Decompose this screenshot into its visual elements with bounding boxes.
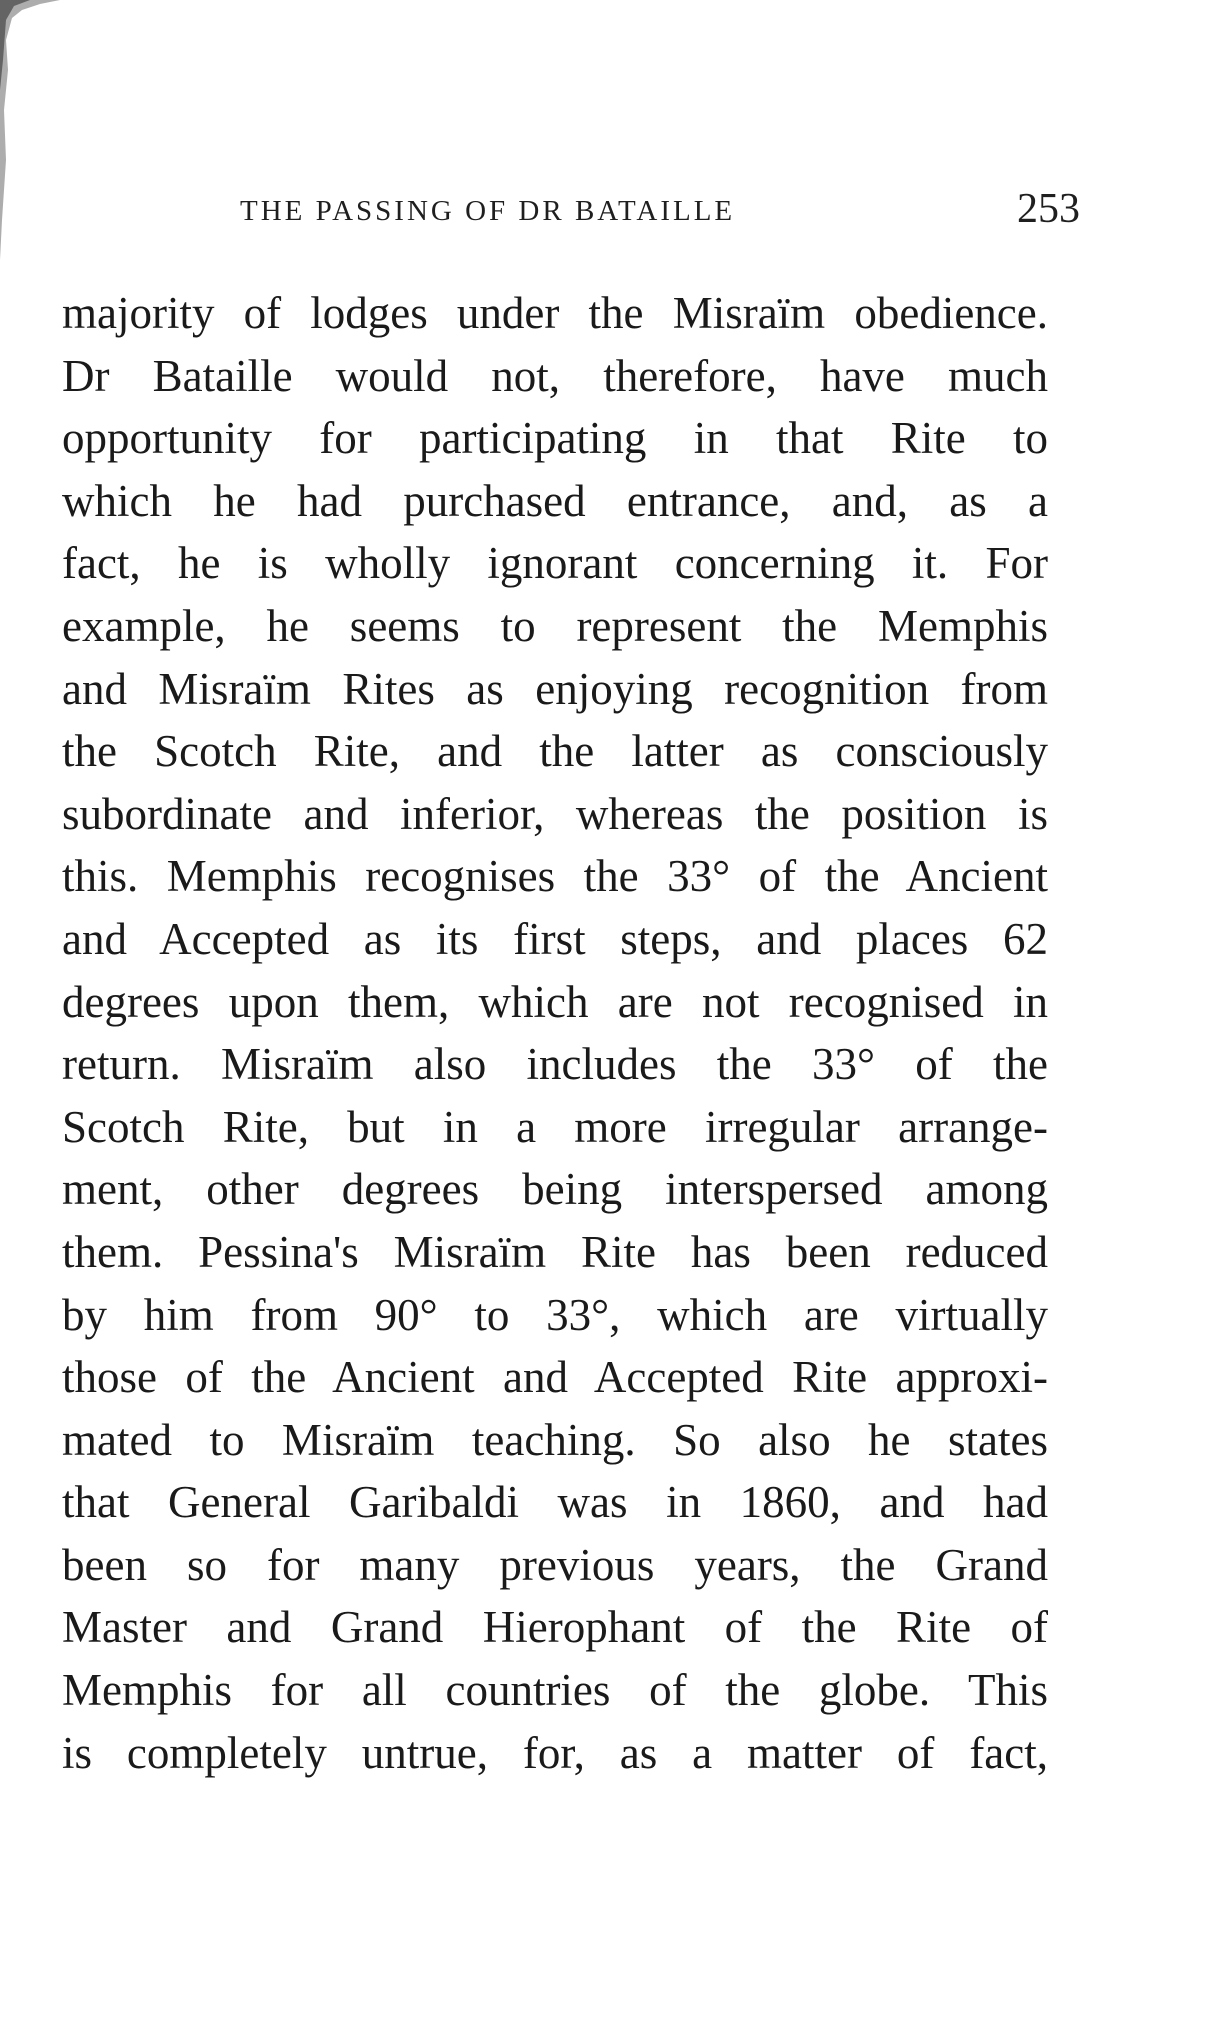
- text-line: Master and Grand Hierophant of the Rite of: [62, 1602, 1048, 1653]
- text-line: by him from 90° to 33°, which are virtually: [62, 1289, 1048, 1340]
- text-line: example, he seems to represent the Memphis: [62, 600, 1048, 651]
- text-line: Dr Bataille would not, therefore, have much: [62, 350, 1048, 401]
- page-body-text: [62, 282, 1048, 1784]
- text-line: mated to Misraïm teaching. So also he states: [62, 1414, 1048, 1465]
- text-line: this. Memphis recognises the 33° of the Ancient: [62, 851, 1048, 902]
- running-title: THE PASSING OF DR BATAILLE: [240, 195, 736, 227]
- running-header: [240, 185, 1080, 245]
- text-line: majority of lodges under the Misraïm obedience.: [62, 288, 1048, 338]
- scan-edge-artifact: [0, 0, 90, 260]
- text-line: return. Misraïm also includes the 33° of the: [62, 1039, 1048, 1090]
- text-line: ment, other degrees being interspersed among: [62, 1164, 1048, 1215]
- text-line: fact, he is wholly ignorant concerning it. For: [62, 538, 1048, 589]
- text-line: them. Pessina's Misraïm Rite has been reduced: [62, 1226, 1048, 1277]
- text-line: opportunity for participating in that Rite to: [62, 413, 1048, 464]
- text-line: that General Garibaldi was in 1860, and had: [62, 1477, 1048, 1528]
- text-line: and Misraïm Rites as enjoying recognition from: [62, 663, 1048, 714]
- text-line: the Scotch Rite, and the latter as consciously: [62, 726, 1048, 777]
- text-line: Scotch Rite, but in a more irregular arrange-: [62, 1101, 1048, 1152]
- text-line: which he had purchased entrance, and, as a: [62, 475, 1048, 526]
- text-line: those of the Ancient and Accepted Rite approxi-: [62, 1352, 1048, 1403]
- text-line: and Accepted as its first steps, and places 62: [62, 913, 1048, 964]
- text-line: Memphis for all countries of the globe. This: [62, 1665, 1048, 1716]
- page-number: 253: [1017, 186, 1080, 232]
- text-line: been so for many previous years, the Grand: [62, 1539, 1048, 1590]
- text-line: subordinate and inferior, whereas the position is: [62, 788, 1048, 839]
- text-line: is completely untrue, for, as a matter of fact,: [62, 1727, 1048, 1778]
- text-line: degrees upon them, which are not recognised in: [62, 976, 1048, 1027]
